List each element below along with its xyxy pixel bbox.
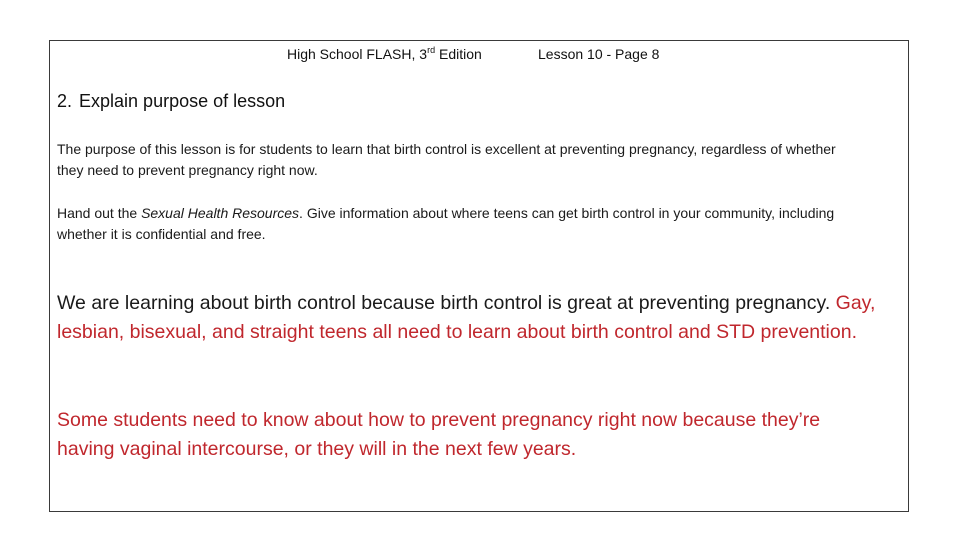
- some-students-statement: Some students need to know about how to prevent pregnancy right now because they’re having vaginal intercourse, or they will in the next few years.: [57, 409, 821, 460]
- purpose-paragraph: The purpose of this lesson is for students to learn that birth control is excellent at preventing pregnancy, regardless of whether they need to prevent pregnancy right now.: [57, 141, 836, 178]
- section-title: Explain purpose of lesson: [79, 91, 286, 111]
- handout-resource-title: Sexual Health Resources: [141, 205, 300, 221]
- handout-paragraph: [57, 203, 857, 245]
- learning-statement-black: We are learning about birth control because birth control is great at preventing pregnancy.: [57, 292, 836, 314]
- title-suffix: Edition: [435, 46, 482, 62]
- learning-statement-red: Gay, lesbian, bisexual, and straight teens all need to learn about birth control and STD prevention.: [57, 292, 876, 343]
- title-superscript: rd: [427, 45, 436, 55]
- document-title: [287, 46, 482, 62]
- section-number: 2.: [57, 91, 73, 111]
- handout-text-before: Hand out the: [57, 205, 142, 221]
- section-heading: [57, 91, 285, 112]
- lesson-page-label: Lesson 10 - Page 8: [538, 46, 660, 62]
- title-prefix: High School FLASH, 3: [287, 46, 428, 62]
- handout-text-after: . Give information about where teens can get birth control in your community, including whether it is confidential and free.: [57, 205, 835, 242]
- learning-statement: [57, 289, 877, 347]
